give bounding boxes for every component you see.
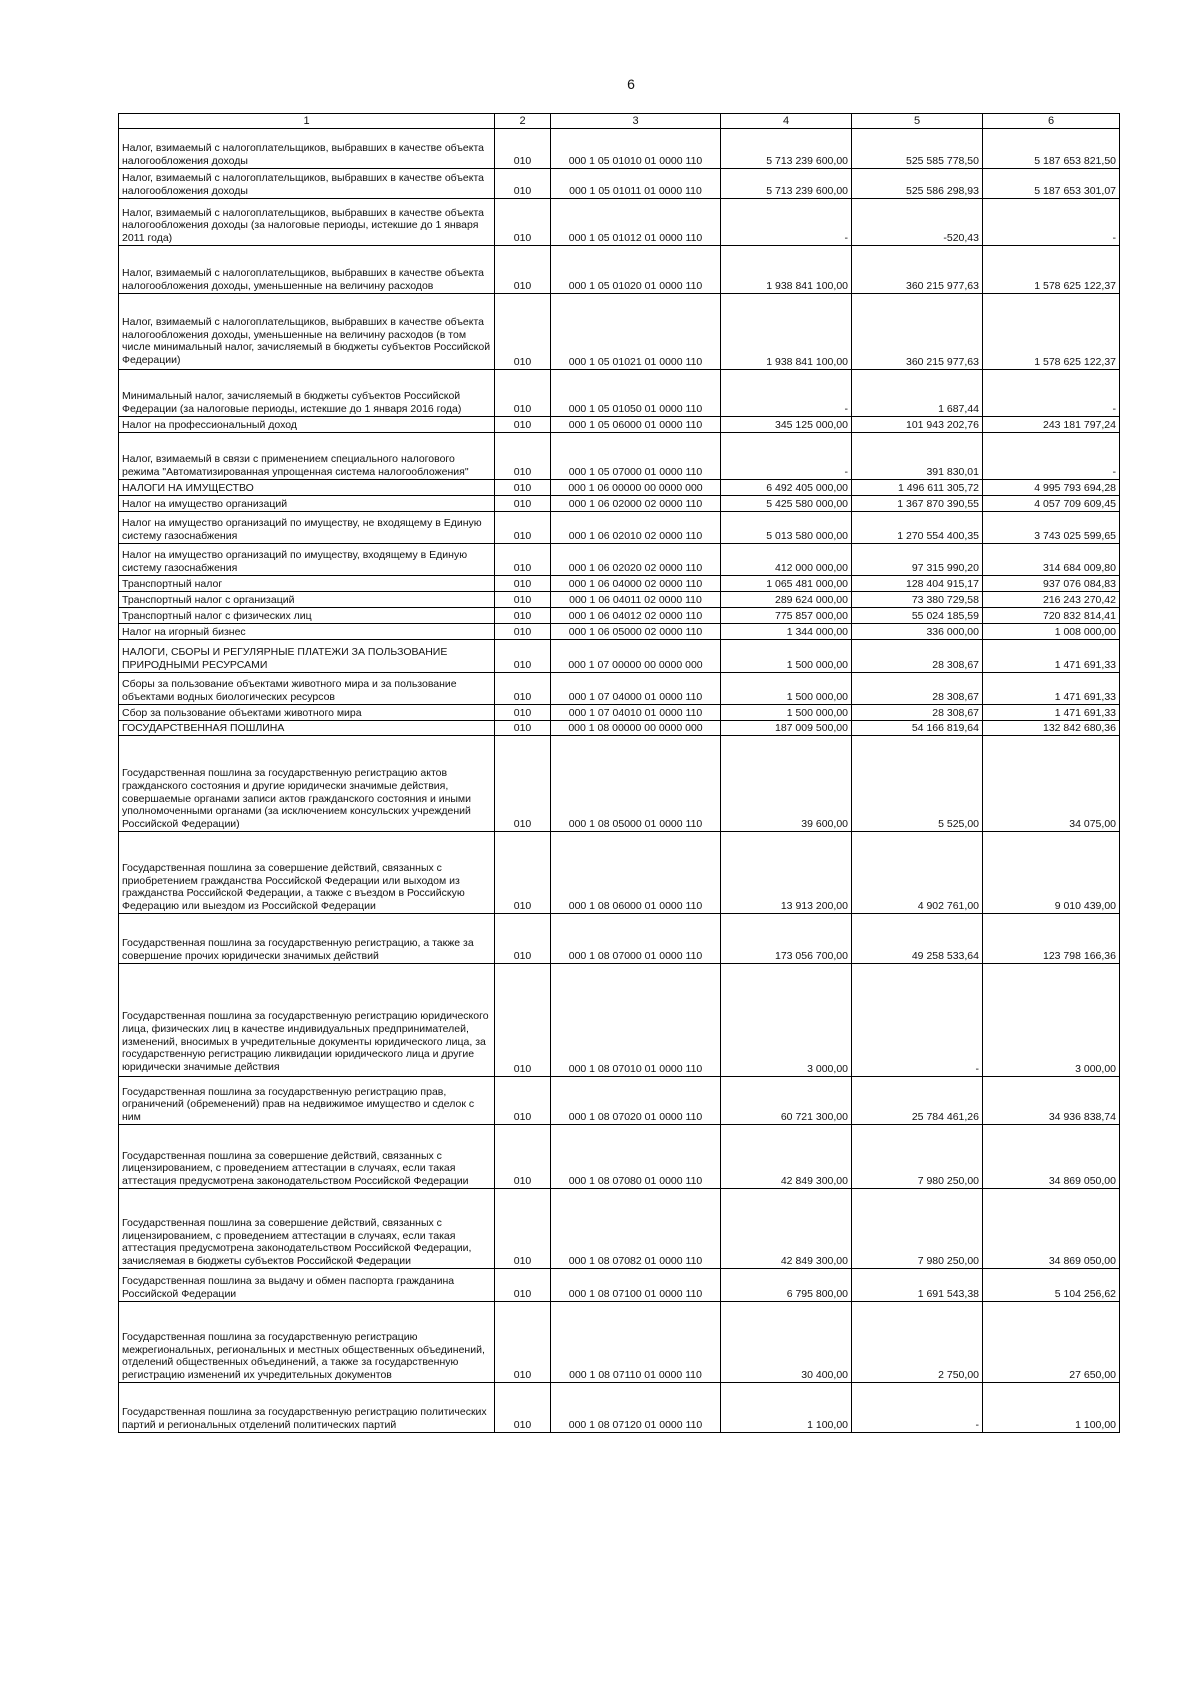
row-plan: - [721,199,852,246]
row-plan: 1 100,00 [721,1383,852,1433]
row-rest: 216 243 270,42 [983,592,1120,608]
row-name: Государственная пошлина за совершение действий, связанных с лицензированием, с проведением аттестации в случаях, если такая аттестация предусмотрена законодательством Российской Федерации, зачисляемая в бюджеты субъектов Российской Федерации [119,1189,495,1269]
row-fact: 28 308,67 [852,673,983,705]
row-name: Транспортный налог с организаций [119,592,495,608]
row-fact: 1 691 543,38 [852,1269,983,1302]
row-name: Налог, взимаемый с налогоплательщиков, выбравших в качестве объекта налогообложения доходы, уменьшенные на величину расходов [119,246,495,294]
row-fact: 7 980 250,00 [852,1125,983,1189]
table-row [119,608,1120,624]
page-number: 6 [627,76,635,92]
row-code: 010 [495,1302,551,1383]
column-header: 2 [495,114,551,129]
row-name: Сборы за пользование объектами животного мира и за пользование объектами водных биологических ресурсов [119,673,495,705]
row-kbk: 000 1 05 01010 01 0000 110 [551,129,721,169]
row-plan: 187 009 500,00 [721,721,852,736]
row-name: ГОСУДАРСТВЕННАЯ ПОШЛИНА [119,721,495,736]
row-name: Государственная пошлина за совершение действий, связанных с приобретением гражданства Российской Федерации или выходом из гражданства Российской Федерации, а также с въездом в Российскую Федерацию или выездом из Российской Федерации [119,832,495,914]
row-kbk: 000 1 08 05000 01 0000 110 [551,736,721,832]
row-name: Налог, взимаемый с налогоплательщиков, выбравших в качестве объекта налогообложения доходы (за налоговые периоды, истекшие до 1 января 2011 года) [119,199,495,246]
row-code: 010 [495,512,551,544]
row-rest: 123 798 166,36 [983,914,1120,964]
row-rest: 1 100,00 [983,1383,1120,1433]
row-plan: 173 056 700,00 [721,914,852,964]
row-kbk: 000 1 08 00000 00 0000 000 [551,721,721,736]
row-rest: 1 471 691,33 [983,640,1120,673]
row-rest: - [983,199,1120,246]
row-rest: 3 743 025 599,65 [983,512,1120,544]
row-plan: 6 795 800,00 [721,1269,852,1302]
row-kbk: 000 1 08 07082 01 0000 110 [551,1189,721,1269]
table-row [119,294,1120,370]
row-code: 010 [495,417,551,433]
table-row [119,673,1120,705]
row-plan: 3 000,00 [721,964,852,1077]
row-plan: 1 500 000,00 [721,673,852,705]
row-name: Налог на игорный бизнес [119,624,495,640]
row-fact: 73 380 729,58 [852,592,983,608]
row-kbk: 000 1 07 04010 01 0000 110 [551,705,721,721]
row-fact: 525 586 298,93 [852,169,983,199]
row-fact: 128 404 915,17 [852,576,983,592]
row-rest: 1 578 625 122,37 [983,294,1120,370]
row-kbk: 000 1 07 00000 00 0000 000 [551,640,721,673]
row-kbk: 000 1 08 07020 01 0000 110 [551,1077,721,1125]
row-kbk: 000 1 05 01011 01 0000 110 [551,169,721,199]
row-plan: 412 000 000,00 [721,544,852,576]
table-row [119,705,1120,721]
row-fact: 391 830,01 [852,433,983,480]
table-row [119,496,1120,512]
row-code: 010 [495,480,551,496]
row-rest: - [983,433,1120,480]
table-row [119,169,1120,199]
row-kbk: 000 1 06 02010 02 0000 110 [551,512,721,544]
row-plan: 1 938 841 100,00 [721,246,852,294]
row-rest: 132 842 680,36 [983,721,1120,736]
row-fact: 360 215 977,63 [852,294,983,370]
row-code: 010 [495,246,551,294]
row-kbk: 000 1 06 05000 02 0000 110 [551,624,721,640]
row-kbk: 000 1 08 07120 01 0000 110 [551,1383,721,1433]
row-name: Налог на имущество организаций по имуществу, входящему в Единую систему газоснабжения [119,544,495,576]
row-fact: 25 784 461,26 [852,1077,983,1125]
row-name: Государственная пошлина за государственную регистрацию межрегиональных, региональных и местных общественных объединений, отделений общественных объединений, а также за государственную регистрацию изменений их учредительных документов [119,1302,495,1383]
row-plan: 775 857 000,00 [721,608,852,624]
row-name: НАЛОГИ, СБОРЫ И РЕГУЛЯРНЫЕ ПЛАТЕЖИ ЗА ПОЛЬЗОВАНИЕ ПРИРОДНЫМИ РЕСУРСАМИ [119,640,495,673]
row-code: 010 [495,294,551,370]
table-row [119,1077,1120,1125]
row-code: 010 [495,1189,551,1269]
row-fact: 49 258 533,64 [852,914,983,964]
row-rest: 720 832 814,41 [983,608,1120,624]
row-plan: 30 400,00 [721,1302,852,1383]
table-row [119,433,1120,480]
row-fact: 525 585 778,50 [852,129,983,169]
row-name: Государственная пошлина за государственную регистрацию политических партий и региональных отделений политических партий [119,1383,495,1433]
row-plan: 5 013 580 000,00 [721,512,852,544]
row-code: 010 [495,721,551,736]
row-code: 010 [495,544,551,576]
row-fact: 97 315 990,20 [852,544,983,576]
row-code: 010 [495,592,551,608]
column-header: 6 [983,114,1120,129]
row-code: 010 [495,433,551,480]
row-code: 010 [495,832,551,914]
row-rest: 5 187 653 821,50 [983,129,1120,169]
row-rest: 4 995 793 694,28 [983,480,1120,496]
row-plan: 1 938 841 100,00 [721,294,852,370]
row-rest: 34 936 838,74 [983,1077,1120,1125]
row-rest: 34 075,00 [983,736,1120,832]
row-kbk: 000 1 05 01012 01 0000 110 [551,199,721,246]
row-code: 010 [495,370,551,417]
row-code: 010 [495,1383,551,1433]
table-row [119,640,1120,673]
row-rest: 9 010 439,00 [983,832,1120,914]
row-code: 010 [495,705,551,721]
row-plan: - [721,433,852,480]
row-code: 010 [495,914,551,964]
row-fact: 336 000,00 [852,624,983,640]
row-code: 010 [495,1269,551,1302]
row-plan: 1 500 000,00 [721,705,852,721]
row-name: Государственная пошлина за выдачу и обмен паспорта гражданина Российской Федерации [119,1269,495,1302]
row-name: Государственная пошлина за совершение действий, связанных с лицензированием, с проведением аттестации в случаях, если такая аттестация предусмотрена законодательством Российской Федерации [119,1125,495,1189]
table-row [119,1269,1120,1302]
table-row [119,512,1120,544]
row-kbk: 000 1 06 00000 00 0000 000 [551,480,721,496]
row-plan: 1 065 481 000,00 [721,576,852,592]
row-plan: 5 713 239 600,00 [721,169,852,199]
table-row [119,544,1120,576]
row-kbk: 000 1 05 07000 01 0000 110 [551,433,721,480]
row-fact: 101 943 202,76 [852,417,983,433]
column-header: 5 [852,114,983,129]
row-plan: 345 125 000,00 [721,417,852,433]
row-plan: 42 849 300,00 [721,1125,852,1189]
table-row [119,1125,1120,1189]
row-fact: 1 496 611 305,72 [852,480,983,496]
row-plan: 6 492 405 000,00 [721,480,852,496]
row-code: 010 [495,1077,551,1125]
row-rest: 1 471 691,33 [983,673,1120,705]
row-code: 010 [495,496,551,512]
row-name: Налог, взимаемый с налогоплательщиков, выбравших в качестве объекта налогообложения доходы, уменьшенные на величину расходов (в том числе минимальный налог, зачисляемый в бюджеты субъектов Российской Федерации) [119,294,495,370]
row-kbk: 000 1 06 02000 02 0000 110 [551,496,721,512]
table-row [119,624,1120,640]
row-code: 010 [495,624,551,640]
row-fact: - [852,1383,983,1433]
row-name: Налог, взимаемый с налогоплательщиков, выбравших в качестве объекта налогообложения доходы [119,169,495,199]
row-plan: 60 721 300,00 [721,1077,852,1125]
table-row [119,592,1120,608]
row-rest: 243 181 797,24 [983,417,1120,433]
table-row [119,964,1120,1077]
table-row [119,576,1120,592]
row-rest: 3 000,00 [983,964,1120,1077]
row-kbk: 000 1 08 06000 01 0000 110 [551,832,721,914]
row-rest: 34 869 050,00 [983,1189,1120,1269]
row-kbk: 000 1 08 07110 01 0000 110 [551,1302,721,1383]
row-name: Государственная пошлина за государственную регистрацию юридического лица, физических лиц в качестве индивидуальных предпринимателей, изменений, вносимых в учредительные документы юридического лица, за государственную регистрацию ликвидации юридического лица и другие юридически значимые действия [119,964,495,1077]
row-kbk: 000 1 05 01021 01 0000 110 [551,294,721,370]
table-row [119,1189,1120,1269]
row-plan: 289 624 000,00 [721,592,852,608]
row-code: 010 [495,129,551,169]
row-rest: 27 650,00 [983,1302,1120,1383]
table-row [119,246,1120,294]
table-row [119,832,1120,914]
row-kbk: 000 1 08 07100 01 0000 110 [551,1269,721,1302]
table-row [119,914,1120,964]
row-code: 010 [495,199,551,246]
table-row [119,417,1120,433]
row-name: Государственная пошлина за государственную регистрацию прав, ограничений (обременений) прав на недвижимое имущество и сделок с ним [119,1077,495,1125]
row-kbk: 000 1 06 02020 02 0000 110 [551,544,721,576]
row-name: Налог на профессиональный доход [119,417,495,433]
row-code: 010 [495,964,551,1077]
row-kbk: 000 1 05 06000 01 0000 110 [551,417,721,433]
row-name: Налог на имущество организаций по имуществу, не входящему в Единую систему газоснабжения [119,512,495,544]
row-kbk: 000 1 08 07010 01 0000 110 [551,964,721,1077]
row-rest: 5 104 256,62 [983,1269,1120,1302]
table-row [119,129,1120,169]
row-name: Налог на имущество организаций [119,496,495,512]
row-code: 010 [495,640,551,673]
row-name: Налог, взимаемый в связи с применением специального налогового режима "Автоматизированная упрощенная система налогообложения" [119,433,495,480]
row-name: Сбор за пользование объектами животного мира [119,705,495,721]
row-rest: 937 076 084,83 [983,576,1120,592]
row-rest: 314 684 009,80 [983,544,1120,576]
table-row [119,721,1120,736]
row-plan: 5 425 580 000,00 [721,496,852,512]
row-fact: -520,43 [852,199,983,246]
row-fact: 28 308,67 [852,705,983,721]
row-kbk: 000 1 06 04000 02 0000 110 [551,576,721,592]
table-row [119,1383,1120,1433]
row-fact: 1 687,44 [852,370,983,417]
row-kbk: 000 1 08 07000 01 0000 110 [551,914,721,964]
row-kbk: 000 1 07 04000 01 0000 110 [551,673,721,705]
column-header: 4 [721,114,852,129]
row-kbk: 000 1 05 01050 01 0000 110 [551,370,721,417]
row-code: 010 [495,608,551,624]
row-kbk: 000 1 05 01020 01 0000 110 [551,246,721,294]
row-fact: 54 166 819,64 [852,721,983,736]
table-row [119,199,1120,246]
row-rest: 1 471 691,33 [983,705,1120,721]
row-kbk: 000 1 08 07080 01 0000 110 [551,1125,721,1189]
row-rest: 4 057 709 609,45 [983,496,1120,512]
row-fact: - [852,964,983,1077]
column-header: 1 [119,114,495,129]
row-plan: - [721,370,852,417]
row-plan: 1 500 000,00 [721,640,852,673]
row-plan: 1 344 000,00 [721,624,852,640]
row-fact: 2 750,00 [852,1302,983,1383]
column-number-row [119,114,1120,129]
row-fact: 5 525,00 [852,736,983,832]
table-row [119,1302,1120,1383]
row-plan: 39 600,00 [721,736,852,832]
row-fact: 360 215 977,63 [852,246,983,294]
row-fact: 28 308,67 [852,640,983,673]
row-name: НАЛОГИ НА ИМУЩЕСТВО [119,480,495,496]
row-fact: 1 270 554 400,35 [852,512,983,544]
row-fact: 55 024 185,59 [852,608,983,624]
row-plan: 13 913 200,00 [721,832,852,914]
row-fact: 1 367 870 390,55 [852,496,983,512]
table-row [119,480,1120,496]
row-fact: 7 980 250,00 [852,1189,983,1269]
row-code: 010 [495,736,551,832]
row-rest: 1 008 000,00 [983,624,1120,640]
row-name: Государственная пошлина за государственную регистрацию, а также за совершение прочих юридически значимых действий [119,914,495,964]
row-code: 010 [495,673,551,705]
row-fact: 4 902 761,00 [852,832,983,914]
table-row [119,370,1120,417]
row-name: Транспортный налог [119,576,495,592]
row-rest: 5 187 653 301,07 [983,169,1120,199]
row-name: Налог, взимаемый с налогоплательщиков, выбравших в качестве объекта налогообложения доходы [119,129,495,169]
table-row [119,736,1120,832]
row-plan: 5 713 239 600,00 [721,129,852,169]
revenue-table [118,113,1120,1433]
row-rest: - [983,370,1120,417]
column-header: 3 [551,114,721,129]
row-code: 010 [495,1125,551,1189]
row-rest: 34 869 050,00 [983,1125,1120,1189]
row-name: Минимальный налог, зачисляемый в бюджеты субъектов Российской Федерации (за налоговые периоды, истекшие до 1 января 2016 года) [119,370,495,417]
row-rest: 1 578 625 122,37 [983,246,1120,294]
row-code: 010 [495,169,551,199]
row-name: Государственная пошлина за государственную регистрацию актов гражданского состояния и другие юридически значимые действия, совершаемые органами записи актов гражданского состояния и иными уполномоченными органами (за исключением консульских учреждений Российской Федерации) [119,736,495,832]
row-kbk: 000 1 06 04012 02 0000 110 [551,608,721,624]
row-code: 010 [495,576,551,592]
row-kbk: 000 1 06 04011 02 0000 110 [551,592,721,608]
row-plan: 42 849 300,00 [721,1189,852,1269]
row-name: Транспортный налог с физических лиц [119,608,495,624]
